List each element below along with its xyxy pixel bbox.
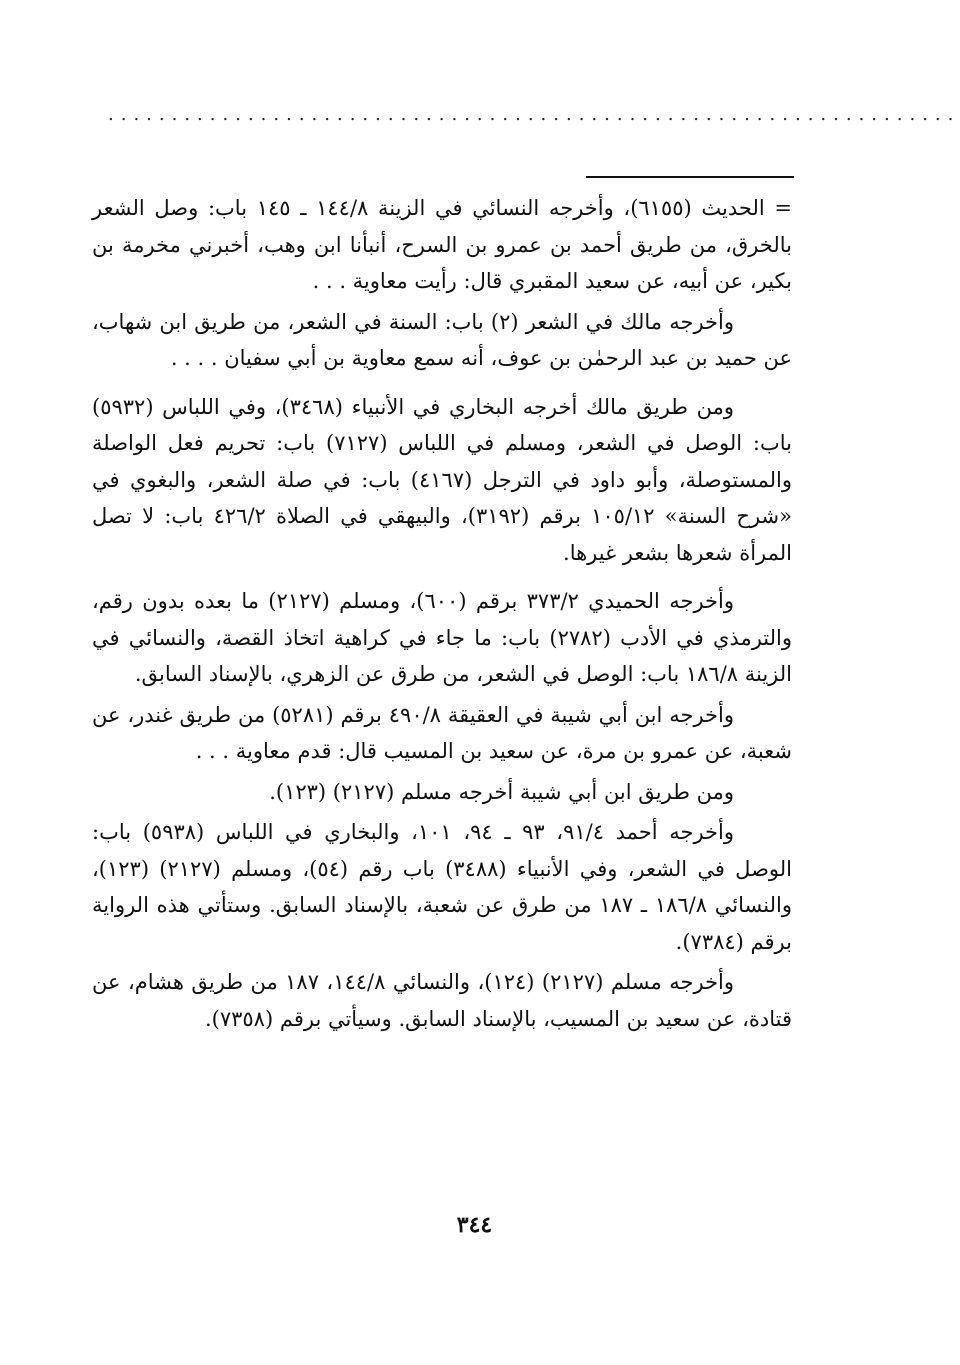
footnote-text [92,190,792,1041]
footnote-paragraph-4: وأخرجه الحميدي ٣٧٣/٢ برقم (٦٠٠)، ومسلم (٢١٢٧) ما بعده بدون رقم، والترمذي في الأدب (٢٧٨٢) باب: ما جاء في كراهية اتخاذ القصة، والنسائي في الزينة ١٨٦/٨ باب: الوصل في الشعر، من طرق عن الزهري، بالإسناد السابق. [92,589,792,686]
footnote-paragraph-3: ومن طريق مالك أخرجه البخاري في الأنبياء (٣٤٦٨)، وفي اللباس (٥٩٣٢) باب: الوصل في الشعر، ومسلم في اللباس (٧١٢٧) باب: تحريم فعل الواصلة والمستوصلة، وأبو داود في الترجل (٤١٦٧) باب: في صلة الشعر، والبغوي في «شرح السنة» ١٠٥/١٢ برقم (٣١٩٢)، والبيهقي في الصلاة ٤٢٦/٢ باب: لا تصل المرأة شعرها بشعر غيرها. [92,394,792,565]
footnote-paragraph-7: وأخرجه أحمد ٩١/٤، ٩٣ ـ ٩٤، ١٠١، والبخاري في اللباس (٥٩٣٨) باب: الوصل في الشعر، وفي الأنبياء (٣٤٨٨) باب رقم (٥٤)، ومسلم (٢١٢٧) (١٢٣)، والنسائي ١٨٦/٨ ـ ١٨٧ من طرق عن شعبة، بالإسناد السابق. وستأتي هذه الرواية برقم (٧٣٨٤). [92,820,792,954]
footnote-paragraph-1: = الحديث (٦١٥٥)، وأخرجه النسائي في الزينة ١٤٤/٨ ـ ١٤٥ باب: وصل الشعر بالخرق، من طريق أحمد بن عمرو بن السرح، أنبأنا ابن وهب، أخبرني مخرمة بن بكير، عن أبيه، عن سعيد المقبري قال: رأيت معاوية . . . [92,196,792,293]
dotted-separator: ................................................................... [108,104,960,125]
footnote-paragraph-2: وأخرجه مالك في الشعر (٢) باب: السنة في الشعر، من طريق ابن شهاب، عن حميد بن عبد الرحمٰن بن عوف، أنه سمع معاوية بن أبي سفيان . . . . [92,309,792,370]
footnote-paragraph-5: وأخرجه ابن أبي شيبة في العقيقة ٤٩٠/٨ برقم (٥٢٨١) من طريق غندر، عن شعبة، عن عمرو بن مرة، عن سعيد بن المسيب قال: قدم معاوية . . . [92,702,792,763]
footnote-paragraph-6: ومن طريق ابن أبي شيبة أخرجه مسلم (٢١٢٧) (١٢٣). [269,779,734,804]
page-number: ٣٤٤ [456,1212,493,1238]
footnote-rule [586,176,794,178]
footnote-paragraph-8: وأخرجه مسلم (٢١٢٧) (١٢٤)، والنسائي ١٤٤/٨، ١٨٧ من طريق هشام، عن قتادة، عن سعيد بن المسيب، بالإسناد السابق. وسيأتي برقم (٧٣٥٨). [92,970,792,1031]
